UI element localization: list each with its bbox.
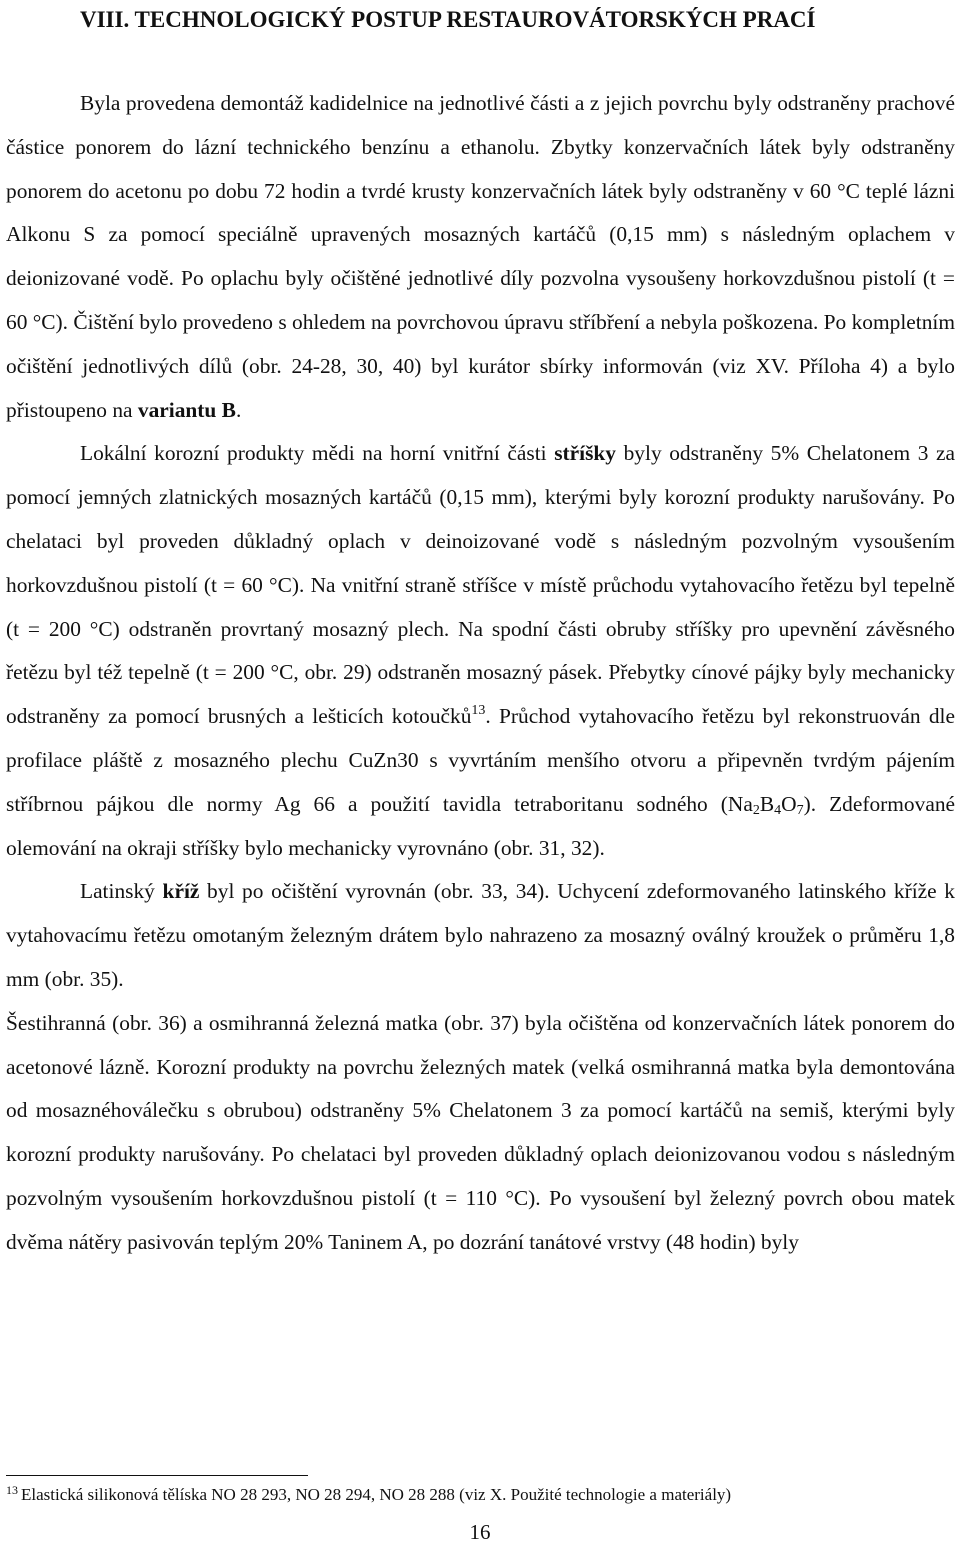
paragraph-text: O [781, 791, 797, 816]
paragraph-text: ). Zdeformované olemování na okraji stříšky bylo mechanicky vyrovnáno (obr. 31, 32). [6, 791, 956, 860]
paragraph-text: Šestihranná (obr. 36) a osmihranná železná matka (obr. 37) byla očištěna od konzervačních látek ponorem do acetonové lázně. Korozní produkty na povrchu železných matek (velká osmihranná matka byla demontována od mosaznéhoválečku s obrubou) odstraněny 5% Chelatonem 3 za pomocí kartáčů na semiš, kterými byly korozní produkty narušovány. Po chelataci byl proveden důkladný oplach deionizovanou vodou s následným pozvolným vysoušením horkovzdušnou pistolí (t = 110 °C). Po vysoušení byl železný povrch obou matek dvěma nátěry pasivován teplým 20% Taninem A, po dozrání tanátové vrstvy (48 hodin) byly [6, 1010, 955, 1254]
paragraph-disassembly [6, 82, 955, 432]
paragraph-text: Latinský [80, 879, 163, 904]
subscript: 7 [796, 802, 804, 818]
bold-term: stříšky [554, 441, 617, 466]
footnote [6, 1484, 955, 1506]
footnote-text: Elastická silikonová tělíska NO 28 293, NO 28 294, NO 28 288 (viz X. Použité technologie a materiály) [21, 1485, 732, 1504]
section-heading: VIII. TECHNOLOGICKÝ POSTUP RESTAUROVÁTORSKÝCH PRACÍ [80, 7, 816, 32]
paragraph-cross [6, 870, 955, 1001]
paragraph-text: Lokální korozní produkty mědi na horní vnitřní části [80, 441, 555, 466]
paragraph-text: . Průchod vytahovacího řetězu byl rekonstruován dle profilace pláště z mosazného plechu CuZn30 s vyvrtáním menšího otvoru a připevněn tvrdým pájením stříbrnou pájkou dle normy Ag 66 a použití tavidla tetraboritanu sodného (Na [6, 704, 955, 816]
footnote-divider [6, 1475, 308, 1476]
paragraph-text: . [235, 397, 242, 422]
paragraph-text: byly odstraněny 5% Chelatonem 3 za pomocí jemných zlatnických mosazných kartáčů (0,15 mm), kterými byly korozní produkty narušovány. Po chelataci byl proveden důkladný oplach v deinoizované vodě s následným pozvolným vysoušením horkovzdušnou pistolí (t = 60 °C). Na vnitřní straně stříšce v místě průchodu vytahovacího řetězu byl tepelně (t = 200 °C) odstraněn provrtaný mosazný plech. Na spodní části obruby stříšky pro upevnění závěsného řetězu byl též tepelně (t = 200 °C, obr. 29) odstraněn mosazný pásek. Přebytky cínové pájky byly mechanicky odstraněny za pomocí brusných a lešticích kotoučků [6, 441, 956, 729]
paragraph-text: Byla provedena demontáž kadidelnice na jednotlivé části a z jejich povrchu byly odstraněny prachové částice ponorem do lázní technického benzínu a ethanolu. Zbytky konzervačních látek byly odstraněny ponorem do acetonu po dobu 72 hodin a tvrdé krusty konzervačních látek byly odstraněny v 60 °C teplé lázni Alkonu S za pomocí speciálně upravených mosazných kartáčů (0,15 mm) s následným oplachem v deionizované vodě. Po oplachu byly očištěné jednotlivé díly pozvolna vysoušeny horkovzdušnou pistolí (t = 60 °C). Čištění bylo provedeno s ohledem na povrchovou úpravu stříbření a nebyla poškozena. Po kompletním očištění jednotlivých dílů (obr. 24-28, 30, 40) byl kurátor sbírky informován (viz XV. Příloha 4) a bylo přistoupeno na [6, 91, 955, 422]
paragraph-roof [6, 432, 955, 870]
paragraph-nuts [6, 1002, 955, 1265]
bold-term: kříž [162, 879, 200, 904]
paragraph-text: B [759, 791, 775, 816]
body-text [6, 82, 955, 1265]
footnote-number: 13 [6, 1483, 18, 1497]
paragraph-text: byl po očištění vyrovnán (obr. 33, 34). Uchycení zdeformovaného latinského kříže k vytahovacímu řetězu omotaným železným drátem bylo nahrazeno za mosazný oválný kroužek o průměru 1,8 mm (obr. 35). [6, 879, 955, 991]
footnote-reference[interactable]: 13 [471, 703, 486, 719]
subscript: 2 [752, 802, 760, 818]
subscript: 4 [774, 802, 782, 818]
page-number: 16 [469, 1520, 491, 1544]
bold-term: variantu B [137, 397, 236, 422]
